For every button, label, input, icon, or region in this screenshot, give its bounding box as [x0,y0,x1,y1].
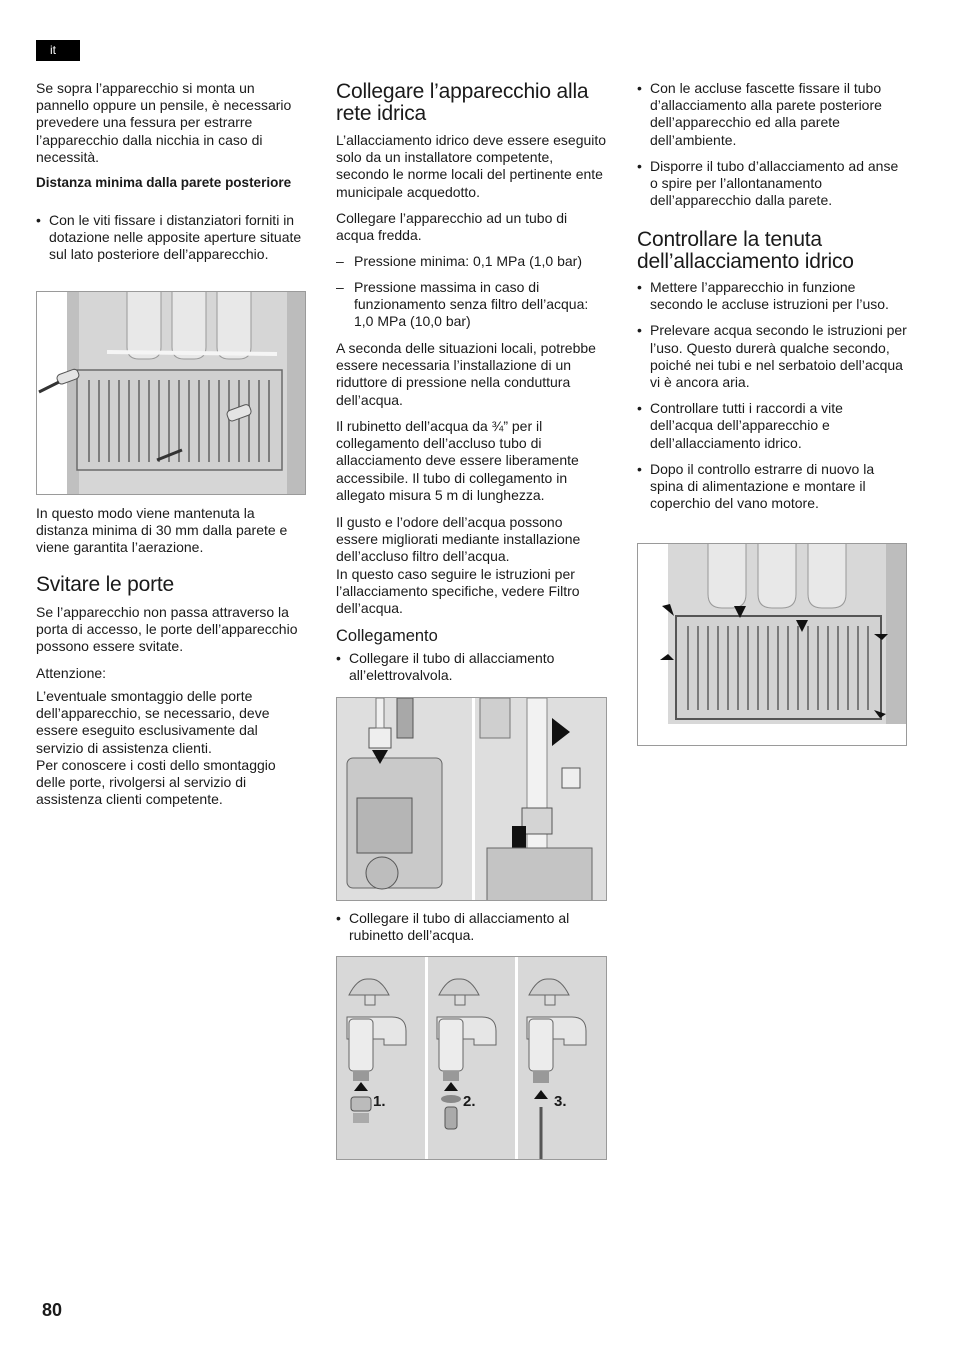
step-label-2: 2. [463,1093,476,1110]
water-p3: A seconda delle situazioni locali, potrebbe essere necessaria l’installazione di un riduttore di pressione nella conduttura dell’acqua. [336,340,596,408]
water-connection-title: Collegare l’apparecchio alla rete idrica [336,80,589,125]
attention-label: Attenzione: [36,665,107,681]
doors-text: Se l’apparecchio non passa attraverso la porta di accesso, le porte dell’apparecchio possono essere svitate. [36,604,298,655]
water-p1: L’allacciamento idrico deve essere eseguito solo da un installatore competente, secondo le norme locali del pertinente ente municipale acquedotto. [336,132,607,200]
leak-check-title: Controllare la tenuta dell’allacciamento idrico [637,228,854,273]
attention-text-2: Per conoscere i costi dello smontaggio delle porte, rivolgersi al servizio di assistenza clienti competente. [36,757,276,808]
pressure-list-2 [336,279,608,331]
pressure-min: – Pressione minima: 0,1 MPa (1,0 bar) [336,253,608,270]
intro-paragraph: Se sopra l’apparecchio si monta un pannello oppure un pensile, è necessario prevedere una fessura per estrarre l’apparecchio dalla nicchia in caso di necessità. [36,80,292,165]
connect-list-2 [336,910,608,944]
valve-figure [336,697,607,901]
check-item-1: • Mettere l’apparecchio in funzione secondo le accluse istruzioni per l’uso. [637,279,909,313]
hose-loop-bullet: • Disporre il tubo d’allacciamento ad anse o spire per l’allontanamento dell’apparecchio dalla parete. [637,158,909,210]
distance-bullet: • Con le viti fissare i distanziatori forniti in dotazione nelle apposite aperture situate sul lato posteriore dell’apparecchio. [36,212,306,264]
water-p5b: In questo caso seguire le istruzioni per l’allacciamento specifiche, vedere Filtro dell’acqua. [336,566,580,617]
motor-cover-figure [637,543,907,746]
collegamento-subtitle: Collegamento [336,627,438,645]
check-item-2: • Prelevare acqua secondo le istruzioni per l’uso. Questo durerà qualche secondo, poiché nei tubi e nel serbatoio dell’acqua vi è ancora aria. [637,322,909,391]
check-item-4: • Dopo il controllo estrarre di nuovo la spina di alimentazione e montare il coperchio del vano motore. [637,461,909,513]
language-tab: it [36,40,80,61]
connect-tap-bullet: • Collegare il tubo di allacciamento al rubinetto dell’acqua. [336,910,608,944]
step-label-1: 1. [373,1093,386,1110]
hose-clamp-bullet: • Con le accluse fascette fissare il tubo d’allacciamento alla parete posteriore dell’apparecchio ed alla parete dell’ambiente. [637,80,909,149]
attention-text-1: L’eventuale smontaggio delle porte dell’apparecchio, se necessario, deve essere eseguito esclusivamente dal servizio di assistenza clienti. [36,688,270,756]
spacer-figure [36,291,306,495]
tap-figure [336,956,607,1160]
doors-title: Svitare le porte [36,573,175,596]
pressure-list [336,253,608,270]
page-number: 80 [42,1300,63,1320]
water-p2: Collegare l’apparecchio ad un tubo di acqua fredda. [336,210,568,244]
hose-list [637,80,909,209]
check-item-3: • Controllare tutti i raccordi a vite dell’acqua dell’apparecchio e dell’allacciamento idrico. [637,400,909,452]
water-p4: Il rubinetto dell’acqua da ¾” per il collegamento dell’accluso tubo di allacciamento deve essere liberamente accessibile. Il tubo di collegamento in allegato misura 5 m di lunghezza. [336,418,579,503]
step-label-3: 3. [554,1093,567,1110]
connect-valve-bullet: • Collegare il tubo di allacciamento all’elettrovalvola. [336,650,608,684]
water-p5a: Il gusto e l’odore dell’acqua possono essere migliorati mediante installazione dell’accluso filtro dell’acqua. [336,514,581,565]
connect-list-1 [336,650,608,684]
distance-heading: Distanza minima dalla parete posteriore [36,175,292,190]
leak-check-list [637,279,909,512]
distance-list [36,212,306,264]
pressure-max: – Pressione massima in caso di funzionamento senza filtro dell’acqua: 1,0 MPa (10,0 bar) [336,279,608,331]
distance-result: In questo modo viene mantenuta la distanza minima di 30 mm dalla parete e viene garantita l’aerazione. [36,505,288,556]
